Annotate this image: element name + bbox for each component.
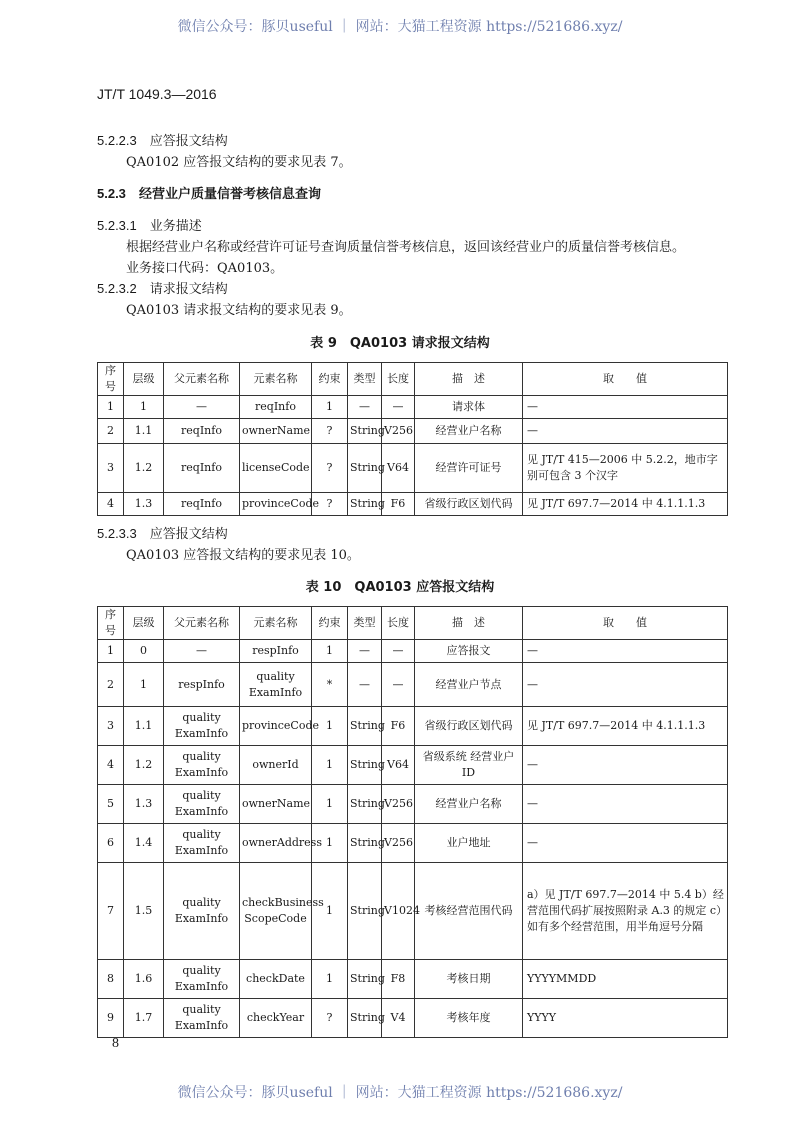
paragraph: 业务接口代码：QA0103。 [126, 261, 284, 276]
table-cell: 见 JT/T 697.7—2014 中 4.1.1.1.3 [523, 707, 728, 746]
page-number: 8 [112, 1036, 119, 1051]
table-cell: — [523, 663, 728, 707]
table-cell: F8 [382, 960, 415, 999]
table-cell: 1.5 [124, 863, 164, 960]
table-cell: F6 [382, 493, 415, 516]
column-header: 父元素名称 [164, 607, 240, 640]
table9 [97, 362, 728, 516]
table-cell: respInfo [240, 640, 312, 663]
table-row [98, 707, 728, 746]
table-cell: 1 [312, 396, 348, 419]
paragraph: 根据经营业户名称或经营许可证号查询质量信誉考核信息，返回该经营业户的质量信誉考核信息。 [126, 240, 686, 255]
section-heading: 5.2.3 经营业户质量信誉考核信息查询 [97, 186, 321, 202]
table-cell: 应答报文 [415, 640, 523, 663]
table-cell: ? [312, 999, 348, 1038]
table-cell: 1 [312, 824, 348, 863]
table-cell: quality ExamInfo [164, 707, 240, 746]
table-cell: V4 [382, 999, 415, 1038]
table-cell: — [523, 785, 728, 824]
table-cell: — [523, 396, 728, 419]
table-cell: 1.6 [124, 960, 164, 999]
table-header-row [98, 607, 728, 640]
table-cell: quality ExamInfo [164, 746, 240, 785]
table-cell: 省级系统 经营业户 ID [415, 746, 523, 785]
table-row [98, 960, 728, 999]
table-cell: 1.4 [124, 824, 164, 863]
column-header: 序号 [98, 607, 124, 640]
table-row [98, 663, 728, 707]
table-cell: checkBusiness ScopeCode [240, 863, 312, 960]
table-cell: YYYYMMDD [523, 960, 728, 999]
table-cell: 请求体 [415, 396, 523, 419]
table-row [98, 640, 728, 663]
table-cell: licenseCode [240, 444, 312, 493]
table-cell: — [523, 824, 728, 863]
column-header: 层级 [124, 363, 164, 396]
table-cell: 1.2 [124, 444, 164, 493]
table-cell: 1 [312, 640, 348, 663]
table-cell: String [348, 999, 382, 1038]
table-row [98, 419, 728, 444]
watermark-bottom: 微信公众号：豚贝useful ｜ 网站：大猫工程资源 https://521686.xyz/ [177, 1085, 623, 1101]
table-row [98, 999, 728, 1038]
table-cell: 见 JT/T 697.7—2014 中 4.1.1.1.3 [523, 493, 728, 516]
table-cell: String [348, 707, 382, 746]
table-cell: 1 [98, 640, 124, 663]
column-header: 长度 [382, 607, 415, 640]
paragraph: QA0103 请求报文结构的要求见表 9。 [126, 303, 352, 318]
column-header: 类型 [348, 607, 382, 640]
column-header: 长度 [382, 363, 415, 396]
table-cell: String [348, 746, 382, 785]
table-cell: 2 [98, 419, 124, 444]
table-cell: 1.7 [124, 999, 164, 1038]
table-cell: 4 [98, 746, 124, 785]
table-cell: 经营业户名称 [415, 419, 523, 444]
table-cell: checkYear [240, 999, 312, 1038]
table-cell: quality ExamInfo [164, 863, 240, 960]
table-cell: 1 [312, 960, 348, 999]
table-cell: 3 [98, 707, 124, 746]
table-cell: 6 [98, 824, 124, 863]
table-cell: V64 [382, 444, 415, 493]
table-row [98, 746, 728, 785]
column-header: 描 述 [415, 363, 523, 396]
table-cell: V256 [382, 824, 415, 863]
table-header-row [98, 363, 728, 396]
section-heading: 5.2.3.2 请求报文结构 [97, 281, 228, 297]
table-cell: reqInfo [164, 419, 240, 444]
table-cell: ? [312, 444, 348, 493]
table-cell: String [348, 960, 382, 999]
table-cell: reqInfo [164, 444, 240, 493]
table-cell: reqInfo [164, 493, 240, 516]
column-header: 约束 [312, 607, 348, 640]
table-cell: 考核日期 [415, 960, 523, 999]
table-row [98, 444, 728, 493]
table-cell: 1 [312, 707, 348, 746]
paragraph: QA0103 应答报文结构的要求见表 10。 [126, 548, 360, 563]
table-cell: F6 [382, 707, 415, 746]
table-cell: ? [312, 419, 348, 444]
column-header: 类型 [348, 363, 382, 396]
column-header: 元素名称 [240, 607, 312, 640]
table-cell: String [348, 863, 382, 960]
table-cell: String [348, 493, 382, 516]
table-cell: 1.2 [124, 746, 164, 785]
table-cell: ownerAddress [240, 824, 312, 863]
table-row [98, 493, 728, 516]
table-cell: 8 [98, 960, 124, 999]
section-heading: 5.2.3.3 应答报文结构 [97, 526, 228, 542]
table-cell: 1.1 [124, 419, 164, 444]
table-cell: 5 [98, 785, 124, 824]
table-cell: 省级行政区划代码 [415, 707, 523, 746]
table-cell: 考核经营范围代码 [415, 863, 523, 960]
table-cell: 3 [98, 444, 124, 493]
table-cell: 省级行政区划代码 [415, 493, 523, 516]
table-row [98, 785, 728, 824]
table-cell: 1 [124, 663, 164, 707]
table-cell: reqInfo [240, 396, 312, 419]
table-cell: quality ExamInfo [164, 785, 240, 824]
table-cell: 经营业户名称 [415, 785, 523, 824]
table-cell: — [348, 640, 382, 663]
table-cell: V1024 [382, 863, 415, 960]
table-row [98, 396, 728, 419]
table-cell: — [348, 663, 382, 707]
table-cell: String [348, 419, 382, 444]
table-cell: String [348, 785, 382, 824]
table-cell: ownerId [240, 746, 312, 785]
table-cell: — [382, 663, 415, 707]
table-cell: a）见 JT/T 697.7—2014 中 5.4 b）经营范围代码扩展按照附录 A.3 的规定 c）如有多个经营范围，用半角逗号分隔 [523, 863, 728, 960]
table-cell: 1 [312, 785, 348, 824]
table-cell: 1.3 [124, 785, 164, 824]
table-cell: V256 [382, 785, 415, 824]
paragraph: QA0102 应答报文结构的要求见表 7。 [126, 155, 352, 170]
column-header: 取 值 [523, 363, 728, 396]
table-cell: 考核年度 [415, 999, 523, 1038]
table10 [97, 606, 728, 1038]
table-cell: — [164, 640, 240, 663]
table-cell: — [164, 396, 240, 419]
table-cell: 2 [98, 663, 124, 707]
table10-caption: 表 10 QA0103 应答报文结构 [305, 580, 495, 595]
table-cell: checkDate [240, 960, 312, 999]
table-cell: 1 [312, 746, 348, 785]
table-cell: quality ExamInfo [164, 999, 240, 1038]
table-cell: 1.1 [124, 707, 164, 746]
table-cell: 1 [312, 863, 348, 960]
table-cell: respInfo [164, 663, 240, 707]
table-cell: 1.3 [124, 493, 164, 516]
column-header: 取 值 [523, 607, 728, 640]
table-cell: 7 [98, 863, 124, 960]
table-cell: quality ExamInfo [164, 960, 240, 999]
table-cell: quality ExamInfo [240, 663, 312, 707]
table-cell: provinceCode [240, 707, 312, 746]
table-cell: 1 [98, 396, 124, 419]
table-cell: — [523, 640, 728, 663]
table-cell: — [382, 640, 415, 663]
table-cell: V64 [382, 746, 415, 785]
table-cell: — [523, 419, 728, 444]
column-header: 描 述 [415, 607, 523, 640]
table-cell: — [348, 396, 382, 419]
table-cell: ownerName [240, 785, 312, 824]
column-header: 父元素名称 [164, 363, 240, 396]
column-header: 元素名称 [240, 363, 312, 396]
table-cell: 经营许可证号 [415, 444, 523, 493]
table-cell: 9 [98, 999, 124, 1038]
table-cell: ownerName [240, 419, 312, 444]
table-cell: String [348, 824, 382, 863]
section-heading: 5.2.3.1 业务描述 [97, 218, 202, 234]
table-cell: — [382, 396, 415, 419]
table-cell: ? [312, 493, 348, 516]
table-cell: * [312, 663, 348, 707]
table-cell: — [523, 746, 728, 785]
table-cell: 见 JT/T 415—2006 中 5.2.2，地市字别可包含 3 个汉字 [523, 444, 728, 493]
table9-caption: 表 9 QA0103 请求报文结构 [310, 336, 490, 351]
table-cell: V256 [382, 419, 415, 444]
table-row [98, 824, 728, 863]
table-cell: 经营业户节点 [415, 663, 523, 707]
table-cell: 1 [124, 396, 164, 419]
column-header: 序号 [98, 363, 124, 396]
column-header: 约束 [312, 363, 348, 396]
watermark-top: 微信公众号：豚贝useful ｜ 网站：大猫工程资源 https://521686.xyz/ [177, 19, 623, 35]
table-cell: YYYY [523, 999, 728, 1038]
table-cell: 业户地址 [415, 824, 523, 863]
table-row [98, 863, 728, 960]
table-cell: provinceCode [240, 493, 312, 516]
column-header: 层级 [124, 607, 164, 640]
table-cell: 0 [124, 640, 164, 663]
table-cell: quality ExamInfo [164, 824, 240, 863]
section-heading: 5.2.2.3 应答报文结构 [97, 133, 228, 149]
table-cell: 4 [98, 493, 124, 516]
standard-id: JT/T 1049.3—2016 [97, 86, 217, 102]
table-cell: String [348, 444, 382, 493]
